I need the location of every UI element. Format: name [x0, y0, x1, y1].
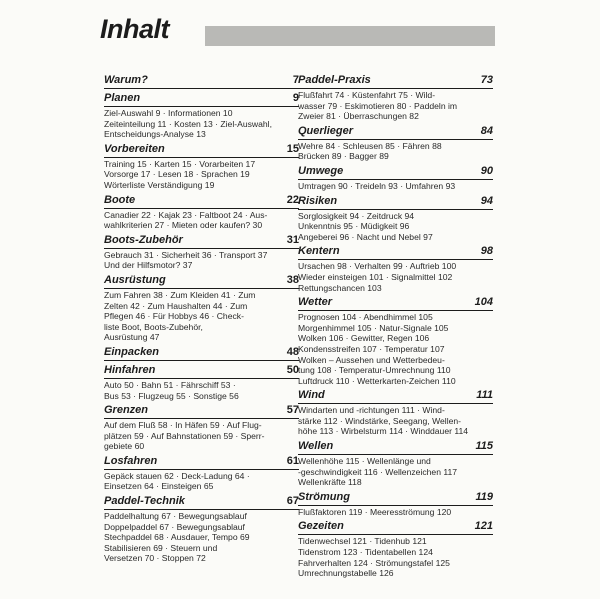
section-heading[interactable] — [104, 274, 299, 289]
section-title: Einpacken — [104, 345, 160, 358]
section-heading[interactable] — [104, 346, 299, 361]
section-page-number: 121 — [474, 520, 493, 533]
toc-section — [298, 165, 493, 192]
section-title: Ausrüstung — [104, 273, 166, 286]
section-page-number: 115 — [475, 440, 493, 453]
toc-section — [104, 455, 299, 492]
section-page-number: 98 — [480, 245, 493, 258]
section-title: Paddel-Praxis — [298, 74, 371, 86]
toc-section — [104, 74, 299, 89]
section-heading[interactable] — [104, 194, 299, 209]
toc-section — [298, 520, 493, 578]
section-title: Wetter — [298, 296, 333, 309]
section-entries: Umtragen 90 · Treideln 93 · Umfahren 93 — [298, 180, 456, 191]
toc-section — [104, 143, 299, 191]
section-title: Umwege — [298, 164, 344, 177]
section-heading[interactable] — [104, 364, 299, 379]
section-page-number: 22 — [286, 193, 299, 206]
section-title: Paddel-Technik — [104, 495, 185, 508]
section-title: Boots-Zubehör — [104, 233, 183, 246]
section-heading[interactable] — [104, 404, 299, 419]
section-heading[interactable] — [104, 455, 299, 470]
section-title: Risiken — [298, 194, 338, 207]
section-title: Wind — [298, 389, 325, 402]
section-entries: Zum Fahren 38 · Zum Kleiden 41 · Zum Zelten 42 · Zum Haushalten 44 · Zum Pflegen 46 · Für Hobbys 46 · Check- liste Boot, Boots-Zubehör, Ausrüstung 47 — [104, 289, 256, 343]
section-page-number: 31 — [286, 233, 299, 246]
section-page-number: 38 — [286, 273, 299, 286]
section-entries: Training 15 · Karten 15 · Vorarbeiten 17 Vorsorge 17 · Lesen 18 · Sprachen 19 Wörterliste Verständigung 19 — [104, 158, 256, 190]
section-title: Querlieger — [298, 124, 354, 137]
toc-section — [104, 194, 299, 231]
section-heading[interactable] — [298, 520, 493, 535]
section-title: Kentern — [298, 245, 340, 258]
section-entries: Prognosen 104 · Abendhimmel 105 Morgenhimmel 105 · Natur-Signale 105 Wolken 106 · Gewitter, Regen 106 Kondensstreifen 107 · Temperatur 107 Wolken – Aussehen und Wetterbedeu- tung 108 · Temperatur-Umrechnung 110 Luftdruck 110 · Wetterkarten-Zeichen 110 — [298, 312, 456, 386]
section-page-number: 50 — [286, 363, 299, 376]
section-entries: Gebrauch 31 · Sicherheit 36 · Transport 37 Und der Hilfsmotor? 37 — [104, 249, 268, 271]
section-entries: Flußfahrt 74 · Küstenfahrt 75 · Wild- wasser 79 · Eskimotieren 80 · Paddeln im Zweier 81 · Überraschungen 82 — [298, 90, 458, 122]
section-title: Grenzen — [104, 404, 149, 417]
section-entries: Ursachen 98 · Verhalten 99 · Auftrieb 100 Wieder einsteigen 101 · Signalmittel 102 Rettungschancen 103 — [298, 261, 457, 293]
section-entries: Ziel-Auswahl 9 · Informationen 10 Zeiteinteilung 11 · Kosten 13 · Ziel-Auswahl, Entscheidungs-Analyse 13 — [104, 108, 272, 140]
section-page-number: 9 — [292, 92, 299, 104]
section-heading[interactable] — [104, 143, 299, 158]
toc-section — [104, 404, 299, 452]
section-page-number: 15 — [286, 142, 299, 155]
section-heading[interactable] — [298, 125, 493, 140]
section-title: Wellen — [298, 440, 334, 453]
section-entries: Canadier 22 · Kajak 23 · Faltboot 24 · Aus- wahlkriterien 27 · Mieten oder kaufen? 30 — [104, 209, 268, 231]
section-entries: Sorglosigkeit 94 · Zeitdruck 94 Unkenntnis 95 · Müdigkeit 96 Angeberei 96 · Nacht und Nebel 97 — [298, 210, 433, 242]
section-entries: Windarten und -richtungen 111 · Wind- stärke 112 · Windstärke, Seegang, Wellen- höhe 113 · Wirbelsturm 114 · Winddauer 114 — [298, 405, 469, 437]
title-rule-bar — [205, 26, 495, 46]
section-title: Strömung — [298, 490, 350, 503]
section-heading[interactable] — [104, 234, 299, 249]
toc-section — [104, 495, 299, 564]
section-heading[interactable] — [298, 74, 493, 89]
section-page-number: 84 — [480, 124, 493, 137]
section-entries: Auf dem Fluß 58 · In Häfen 59 · Auf Flug- plätzen 59 · Auf Bahnstationen 59 · Sperr- gebiete 60 — [104, 420, 265, 452]
section-entries: Tidenwechsel 121 · Tidenhub 121 Tidenstrom 123 · Tidentabellen 124 Fahrverhalten 124 · Strömungstafel 125 Umrechnungstabelle 126 — [298, 536, 450, 579]
page-title: Inhalt — [100, 14, 169, 44]
section-entries: Gepäck stauen 62 · Deck-Ladung 64 · Einsetzen 64 · Einsteigen 65 — [104, 470, 250, 492]
section-page-number: 48 — [286, 345, 299, 358]
toc-section — [298, 491, 493, 518]
section-heading[interactable] — [104, 92, 299, 107]
section-heading[interactable] — [298, 195, 493, 210]
section-entries: Paddelhaltung 67 · Bewegungsablauf Doppelpaddel 67 · Bewegungsablauf Stechpaddel 68 · Ausdauer, Tempo 69 Stabilisieren 69 · Steuern und Versetzen 70 · Stoppen 72 — [104, 511, 250, 564]
toc-column-left — [104, 74, 299, 567]
section-heading[interactable] — [298, 296, 493, 311]
section-page-number: 7 — [292, 74, 299, 86]
section-heading[interactable] — [298, 491, 493, 506]
section-title: Vorbereiten — [104, 142, 165, 155]
toc-section — [104, 234, 299, 271]
toc-section — [104, 274, 299, 343]
toc-section — [298, 195, 493, 243]
section-entries: Flußfaktoren 119 · Meeresströmung 120 — [298, 506, 452, 517]
toc-section — [298, 389, 493, 437]
section-heading[interactable] — [104, 495, 299, 510]
section-page-number: 111 — [476, 389, 493, 402]
toc-section — [104, 364, 299, 401]
section-page-number: 57 — [286, 404, 299, 417]
section-heading[interactable] — [298, 389, 493, 404]
section-title: Planen — [104, 92, 141, 104]
section-page-number: 94 — [480, 194, 493, 207]
section-page-number: 67 — [286, 495, 299, 508]
section-heading[interactable] — [298, 440, 493, 455]
section-entries: Auto 50 · Bahn 51 · Fährschiff 53 · Bus 53 · Flugzeug 55 · Sonstige 56 — [104, 379, 239, 401]
toc-section — [104, 346, 299, 361]
section-page-number: 73 — [480, 74, 493, 86]
toc-section — [298, 125, 493, 162]
section-title: Hinfahren — [104, 363, 156, 376]
section-entries: Wellenhöhe 115 · Wellenlänge und -geschwindigkeit 116 · Wellenzeichen 117 Wellenkräfte 118 — [298, 456, 458, 488]
section-heading[interactable] — [298, 245, 493, 260]
section-heading[interactable] — [104, 74, 299, 89]
section-heading[interactable] — [298, 165, 493, 180]
section-page-number: 61 — [286, 454, 299, 467]
toc-section — [298, 296, 493, 386]
toc-section — [298, 74, 493, 122]
section-title: Warum? — [104, 74, 148, 86]
toc-section — [298, 245, 493, 293]
section-title: Losfahren — [104, 454, 158, 467]
section-page-number: 104 — [474, 296, 493, 309]
toc-section — [104, 92, 299, 140]
section-entries: Wehre 84 · Schleusen 85 · Fähren 88 Brücken 89 · Bagger 89 — [298, 140, 442, 162]
toc-column-right — [298, 74, 493, 582]
toc-section — [298, 440, 493, 488]
section-page-number: 90 — [480, 164, 493, 177]
section-title: Boote — [104, 193, 136, 206]
section-page-number: 119 — [475, 490, 493, 503]
section-title: Gezeiten — [298, 520, 344, 533]
